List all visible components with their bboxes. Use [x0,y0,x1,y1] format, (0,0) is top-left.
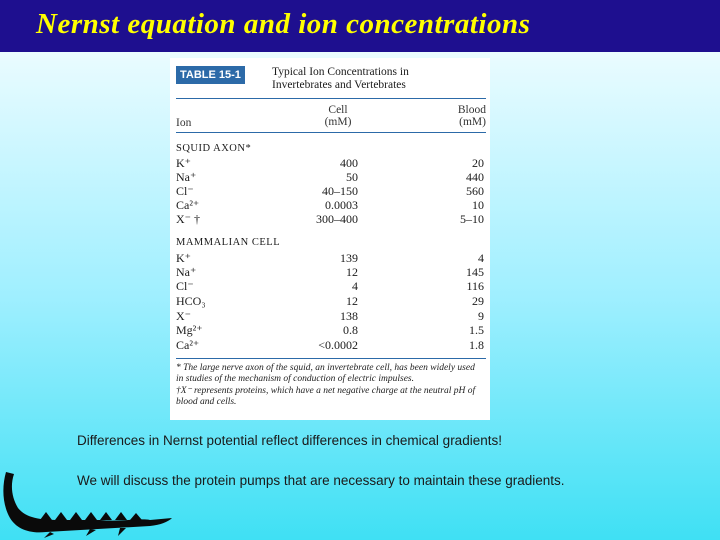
table-row [176,323,486,336]
ion-name: Ca²⁺ [176,338,200,352]
cell-value: 50 [346,170,358,184]
table-row [176,156,486,169]
table-row [176,338,486,351]
cell-value: 12 [346,265,358,279]
blood-value: 116 [466,279,484,293]
section-squid-axon: SQUID AXON* [176,143,252,154]
footnote-squid: * The large nerve axon of the squid, an invertebrate cell, has been widely used in studies of the mechanism of conduction of electric impulses. [176,363,475,385]
table-row [176,184,486,197]
blood-value: 29 [472,294,484,308]
table-rule-header [176,132,486,133]
blood-value: 4 [478,251,484,265]
col-cell-header [320,104,356,128]
cell-value: 40–150 [322,184,358,198]
table-rule-top [176,98,486,99]
blood-value: 145 [466,265,484,279]
blood-value: 440 [466,170,484,184]
blood-value: 5–10 [460,212,484,226]
title-bar [0,0,720,52]
alligator-icon [0,468,175,538]
table-row [176,279,486,292]
ion-name: K⁺ [176,156,191,170]
ion-name: Cl⁻ [176,279,194,293]
cell-value: 12 [346,294,358,308]
blood-value: 10 [472,198,484,212]
table-row [176,198,486,211]
table-row [176,265,486,278]
paragraph-nernst: Differences in Nernst potential reflect differences in chemical gradients! [77,433,502,448]
footnote-proteins: †X⁻ represents proteins, which have a net negative charge at the neutral pH of blood and cells. [176,385,476,407]
ion-concentration-table [170,58,490,420]
blood-value: 9 [478,309,484,323]
col-blood-title: Blood [457,104,486,116]
cell-value: 138 [340,309,358,323]
col-blood-header [452,104,486,128]
blood-value: 560 [466,184,484,198]
table-row [176,309,486,322]
col-cell-title: Cell [328,104,348,116]
cell-value: 0.0003 [325,198,358,212]
table-row [176,212,486,225]
ion-name: X⁻ † [176,212,200,226]
table-label: TABLE 15-1 [176,66,245,84]
col-cell-unit: (mM) [324,116,352,128]
table-rule-bottom [176,358,486,359]
table-row [176,170,486,183]
table-footnotes [176,363,482,408]
cell-value: 0.8 [343,323,358,337]
ion-name: Cl⁻ [176,184,194,198]
table-caption-line-2: Invertebrates and Vertebrates [272,79,406,91]
cell-value: 400 [340,156,358,170]
ion-name: K⁺ [176,251,191,265]
ion-name: Na⁺ [176,170,197,184]
table-row [176,251,486,264]
col-blood-unit: (mM) [459,116,486,128]
table-caption [272,66,482,92]
blood-value: 1.5 [469,323,484,337]
slide-title: Nernst equation and ion concentrations [36,8,531,40]
section-mammalian-cell: MAMMALIAN CELL [176,237,281,248]
ion-name: HCO₃ [176,294,206,308]
table-row [176,294,486,307]
table-header [176,64,488,96]
blood-value: 20 [472,156,484,170]
ion-name: X⁻ [176,309,191,323]
blood-value: 1.8 [469,338,484,352]
cell-value: 4 [352,279,358,293]
ion-name: Na⁺ [176,265,197,279]
cell-value: 139 [340,251,358,265]
cell-value: <0.0002 [318,338,358,352]
paragraph-pumps: We will discuss the protein pumps that are necessary to maintain these gradients. [77,473,565,488]
cell-value: 300–400 [316,212,358,226]
col-ion-header: Ion [176,117,192,129]
ion-name: Ca²⁺ [176,198,200,212]
table-caption-line-1: Typical Ion Concentrations in [272,66,409,78]
ion-name: Mg²⁺ [176,323,203,337]
